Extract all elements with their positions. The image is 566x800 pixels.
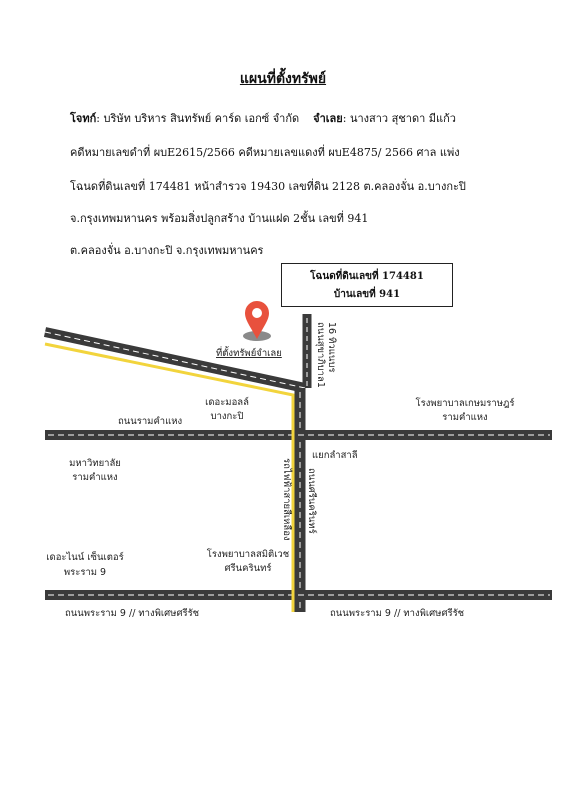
hospital-top-label-1: โรงพยาบาลเกษมราษฎร์ xyxy=(415,398,515,409)
ramkhamhaeng-road-label: ถนนรามคำแหง xyxy=(118,416,183,427)
hospital-bottom-label-2: ศรีนครินทร์ xyxy=(224,563,272,574)
deed-info-box xyxy=(281,263,453,307)
soi-label-2: 16 ทิวแนบร xyxy=(326,322,337,373)
location-pin-icon xyxy=(243,301,271,341)
house-number: บ้านเลขที่ 941 xyxy=(333,289,401,300)
plaintiff-name: : บริษัท บริหาร สินทรัพย์ คาร์ด เอกซ์ จำกัด xyxy=(96,112,300,125)
pin-label: ที่ตั้งทรัพย์จำเลย xyxy=(216,348,282,359)
deed-line: โฉนดที่ดินเลขที่ 174481 หน้าสำรวจ 19430 เลขที่ดิน 2128 ต.คลองจั่น อ.บางกะปิ xyxy=(70,180,466,193)
defendant-label: จำเลย xyxy=(313,112,343,125)
mall-label-2: บางกะปิ xyxy=(210,411,244,422)
university-label-2: รามคำแหง xyxy=(72,472,118,483)
defendant-name: : นางสาว สุชาดา มีแก้ว xyxy=(342,112,456,125)
mall-bottom-label-2: พระราม 9 xyxy=(63,567,107,578)
soi-label-1: ถนนสุขาภิบาล1 xyxy=(315,322,326,388)
hospital-top-label-2: รามคำแหง xyxy=(442,412,488,423)
university-label-1: มหาวิทยาลัย xyxy=(69,458,121,469)
location-line: ต.คลองจั่น อ.บางกะปิ จ.กรุงเทพมหานคร xyxy=(70,244,264,257)
rama9-road-label-left: ถนนพระราม 9 // ทางพิเศษศรีรัช xyxy=(65,608,200,619)
mall-label-1: เดอะมอลล์ xyxy=(205,397,249,408)
diagonal-road xyxy=(45,332,305,388)
case-number-line: คดีหมายเลขดำที่ ผบE2615/2566 คดีหมายเลขแดงที่ ผบE4875/ 2566 ศาล แพ่ง xyxy=(70,146,460,159)
mall-bottom-label-1: เดอะไนน์ เซ็นเตอร์ xyxy=(46,552,124,563)
junction-label: แยกลำสาลี xyxy=(312,450,358,461)
deed-number: โฉนดที่ดินเลขที่ 174481 xyxy=(310,271,424,282)
rama9-road-label-right: ถนนพระราม 9 // ทางพิเศษศรีรัช xyxy=(330,608,465,619)
train-line-label: รถไฟฟ้าสายสีเหลือง xyxy=(281,458,292,541)
hospital-bottom-label-1: โรงพยาบาลสมิติเวช xyxy=(206,549,290,560)
plaintiff-label: โจทก์ xyxy=(70,112,97,125)
province-line: จ.กรุงเทพมหานคร พร้อมสิ่งปลูกสร้าง บ้านแฝด 2ชั้น เลขที่ 941 xyxy=(70,212,369,225)
srinakarin-road-label: ถนนศรีนครินทร์ xyxy=(306,468,317,534)
page-title: แผนที่ตั้งทรัพย์ xyxy=(239,71,327,87)
